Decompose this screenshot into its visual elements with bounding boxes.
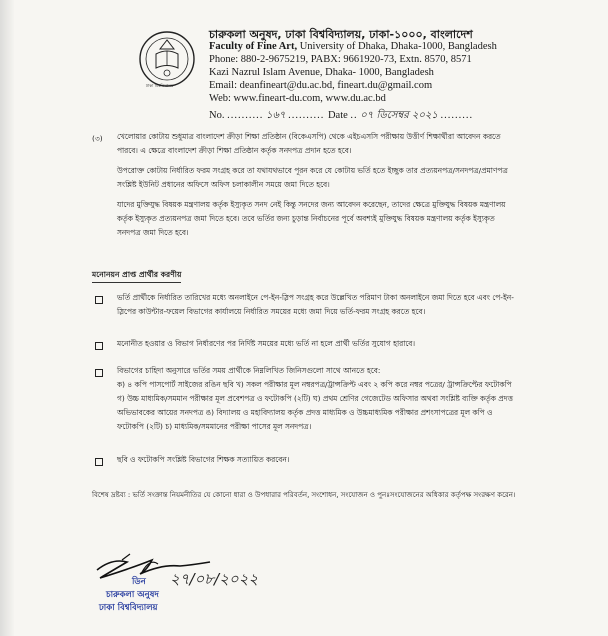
ref-date-label: Date [327,110,348,121]
duty-checkbox-3 [95,369,103,377]
section-number: (৩) [92,134,103,143]
duty-item1-line1: ভর্তি প্রার্থীকে নির্ধারিত তারিখের মধ্যে অনলাইনে পে-ইন-স্লিপ সংগ্রহ করে উল্লেখিত পরিমাণ টাকা অনলাইনে জমা দিতে হবে এবং পে-ইন- [117,293,514,302]
duty-item1-line2: স্লিপের কাউন্টার-ফয়েল বিভাগের কার্যালয়ে নির্ধারিত সময়ের মধ্যে জমা দিয়ে ভর্তি-ফরম সংগ্রহ করতে হবে। [117,307,426,316]
duty-item2: মনোনীত হওয়ার ও বিভাগ নির্ধারণের পর নির্দিষ্ট সময়ের মধ্যে ভর্তি না হলে প্রার্থী ভর্তির সুযোগ হারাবে। [117,339,416,348]
section-para2-line2: সংশ্লিষ্ট ইউনিট প্রধানের অফিসে অফিস চলাকালীন সময়ে জমা দিতে হবে। [117,180,330,189]
faculty-name: Faculty of Fine Art, [209,41,298,52]
ref-date-value: ০৭ ডিসেম্বর ২০২১ [360,110,438,121]
ref-no-value: ১৬৭ [265,110,286,121]
section-para3-line2: কর্তৃক ইস্যুকৃত প্রত্যয়নপত্র জমা দিতে হবে। তবে ভর্তির জন্য চুড়ান্ত নির্বাচনের পূর্বে অবশ্যই মুক্তিযুদ্ধ বিষয়ক মন্ত্রণালয় কর্তৃক ইস্যুকৃত [117,214,495,223]
letterhead-title-bangla: চারুকলা অনুষদ, ঢাকা বিশ্ববিদ্যালয়, ঢাকা-১০০০, বাংলাদেশ [209,28,473,41]
section-line-2: পারবে। এ ক্ষেত্রে বাংলাদেশ ক্রীড়া শিক্ষা প্রতিষ্ঠান কর্তৃক সনদপত্র প্রদান হতে হবে। [117,146,352,155]
section-para3-line1: যাদের মুক্তিযুদ্ধ বিষয়ক মন্ত্রণালয় কর্তৃক ইস্যুকৃত সনদ নেই কিন্তু সনদের জন্য আবেদন করেছেন, তাদের ক্ষেত্রে মুক্তিযুদ্ধ বিষয়ক মন্ত্রণালয় [117,200,506,209]
duty-item3-line4: অভিভাবকের আয়ের সনদপত্র ঙ) বিদ্যালয় ও মহাবিদ্যালয় কর্তৃক প্রদত্ত মাধ্যমিক ও উচ্চমাধ্যমিক পরীক্ষার প্রশংসাপত্রের মূল কপি ও [117,408,493,417]
special-note: বিশেষ দ্রষ্টব্য : ভর্তি সংক্রান্ত নিয়মনীতির যে কোনো ধারা ও উপধারার পরিবর্তন, সংশোধন, সংযোজন ও পুনঃসংযোজনের অধিকার কর্তৃপক্ষ সংরক্ষণ করেন। [92,491,516,499]
stamp-line-1: ডিন [132,577,146,587]
faculty-address: University of Dhaka, Dhaka-1000, Bangladesh [297,41,497,52]
duty-item3-line5: ফটোকপি (২টি) চ) মাধ্যমিক/সমমানের পরীক্ষা পাসের মূল সনদপত্র। [117,422,312,431]
duty-item4: ছবি ও ফটোকপি সংশ্লিষ্ট বিভাগের শিক্ষক সত্যায়িত করবেন। [117,455,290,464]
duty-checkbox-4 [95,458,103,466]
section-para3-line3: সনদপত্র জমা দিতে হবে। [117,228,189,237]
duty-item3-line3: গ) উচ্চ মাধ্যমিক/সমমান পরীক্ষার মূল প্রবেশপত্র ও ফটোকপি (২টি) ঘ) প্রথম শ্রেণির গেজেটেড অফিসার অথবা সংশ্লিষ্ট ব্যক্তি কর্তৃক প্রদত্ত [117,394,513,403]
letterhead-faculty [209,41,497,52]
letterhead-address: Kazi Nazrul Islam Avenue, Dhaka- 1000, Bangladesh [209,67,434,78]
section-para2-line1: উপরোক্ত কোটায় নির্ধারিত ফরম সংগ্রহ করে তা যথাযথভাবে পূরন করে যে কোটায় ভর্তি হতে ইচ্ছুক তার প্রত্যয়নপত্র/সনদপত্র/প্রমাণপত্র [117,166,508,175]
handwritten-date: ২৭/০৮/২০২২ [170,570,259,588]
section-line-1: খেলোয়ার কোটায় শুধুমাত্র বাংলাদেশ ক্রীড়া শিক্ষা প্রতিষ্ঠান (বিকেএসপি) থেকে এইচএসসি পরীক্ষায় উত্তীর্ণ শিক্ষার্থীরা আবেদন করতে [117,132,501,141]
duty-item3-line2: ক) ৪ কপি পাসপোর্ট সাইজের রঙিন ছবি খ) সকল পরীক্ষার মূল নম্বরপত্র/ট্রান্সক্রিপ্ট এবং ২ কপি করে নম্বর পত্রের/ ট্রান্সক্রিপ্টের ফটোকপি [117,380,512,389]
ref-no-label: No. [209,110,225,121]
university-seal-icon [138,30,196,88]
duty-item3-line1: বিভাগের চাহিদা অনুসারে ভর্তির সময় প্রার্থীকে নিম্নলিখিত জিনিসগুলো সাথে আনতে হবে: [117,366,381,375]
stamp-line-2: চারুকলা অনুষদ [106,590,159,600]
letterhead-web: Web: www.fineart-du.com, www.du.ac.bd [209,93,386,104]
duty-checkbox-2 [95,342,103,350]
reference-line: No. .......... ১৬৭ .......... Date .. ০৭ ডিসেম্বর ২০২১ ......... [209,110,474,121]
letterhead-phone: Phone: 880-2-9675219, PABX: 9661920-73, Extn. 8570, 8571 [209,54,472,65]
letterhead-email: Email: deanfineart@du.ac.bd, fineart.du@gmail.com [209,80,433,91]
duty-checkbox-1 [95,296,103,304]
stamp-line-3: ঢাকা বিশ্ববিদ্যালয় [99,603,158,613]
page-edge-shadow [0,0,14,636]
seal-caption: ঢাকা বিশ্ববিদ্যালয় [146,83,174,88]
duties-heading: মনোনয়ন প্রাপ্ত প্রার্থীর করণীয় [92,269,181,283]
